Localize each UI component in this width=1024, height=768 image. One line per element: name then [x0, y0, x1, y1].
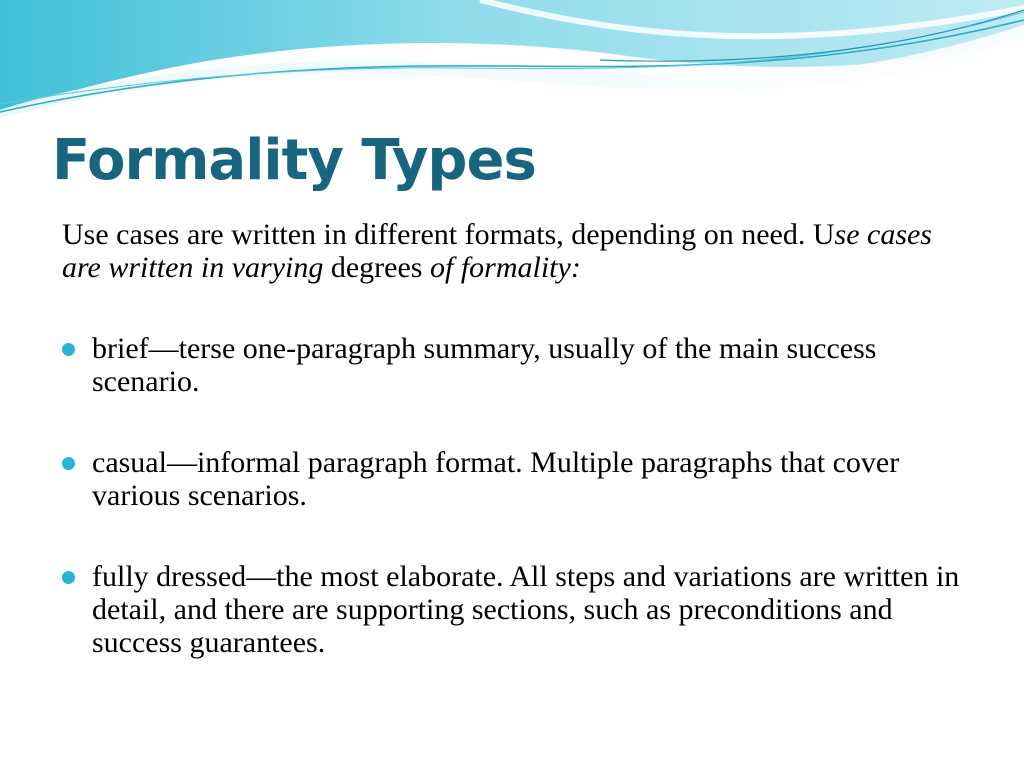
slide-title: Formality Types [52, 128, 536, 193]
intro-paragraph [62, 218, 962, 284]
bullet-text: casual—informal paragraph format. Multiple paragraphs that cover various scenarios. [92, 446, 900, 512]
intro-text-part1: Use cases are written in different formats, depending on need. U [62, 218, 835, 251]
bullet-text: fully dressed—the most elaborate. All steps and variations are written in detail, and there are supporting sections, such as preconditions and success guarantees. [92, 560, 960, 659]
bullet-item-brief [62, 332, 962, 398]
intro-text-part3: degrees [323, 251, 430, 284]
bullet-dot-icon [62, 343, 75, 356]
bullet-dot-icon [62, 457, 75, 470]
bullet-item-casual [62, 446, 962, 512]
bullet-dot-icon [62, 571, 75, 584]
bullet-text: brief—terse one-paragraph summary, usually of the main success scenario. [92, 332, 877, 398]
header-wave-decoration [0, 0, 1024, 130]
bullet-item-fully-dressed [62, 560, 962, 659]
intro-text-part4: of formality: [429, 251, 581, 284]
intro-text-part2: se cases are written in varying [62, 218, 932, 284]
bullet-list [62, 332, 962, 659]
slide-body [62, 218, 962, 707]
